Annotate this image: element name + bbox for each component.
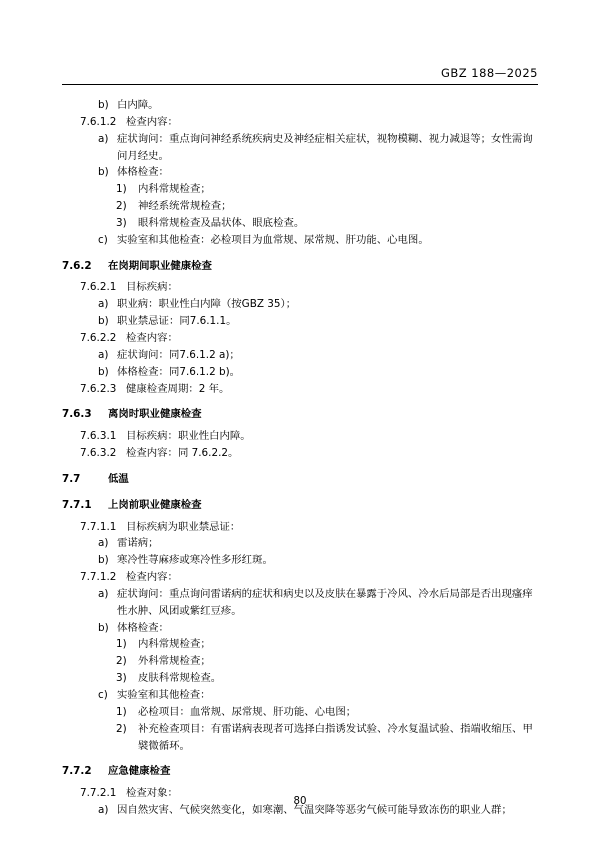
paragraph-marker: b): [98, 99, 109, 111]
document-paragraph: [116, 704, 538, 721]
paragraph-marker: 2): [116, 655, 127, 668]
paragraph-text: 体格检查：同7.6.1.2 b)。: [117, 365, 241, 378]
document-paragraph: [62, 406, 538, 423]
paragraph-text: 目标疾病：: [126, 281, 178, 294]
paragraph-marker: 7.6.2.2: [80, 331, 117, 344]
paragraph-text: 在岗期间职业健康检查: [108, 259, 212, 272]
document-paragraph: [116, 636, 538, 653]
paragraph-text: 皮肤科常规检查。: [138, 672, 222, 685]
document-paragraph: [116, 721, 538, 755]
page-number: 80: [293, 796, 307, 807]
document-paragraph: [98, 620, 538, 637]
paragraph-text: 内科常规检查；: [138, 638, 211, 651]
paragraph-marker: 1): [116, 705, 127, 718]
page-content: [62, 66, 538, 819]
paragraph-text: 寒冷性荨麻疹或寒冷性多形红斑。: [117, 554, 273, 567]
document-paragraph: [80, 519, 538, 536]
paragraph-text: 职业病：职业性白内障（按GBZ 35）；: [117, 298, 297, 311]
document-paragraph: [98, 97, 538, 114]
paragraph-text: 检查内容：: [126, 331, 178, 344]
document-paragraph: [98, 131, 538, 165]
paragraph-marker: 1): [116, 638, 127, 651]
document-paragraph: [98, 586, 538, 620]
paragraph-marker: b): [98, 166, 109, 179]
paragraph-text: 症状询问：重点询问神经系统疾病史及神经症相关症状，视物模糊、视力减退等；女性需询问月经史。: [117, 132, 533, 162]
paragraph-marker: 7.7.1.2: [80, 571, 117, 584]
paragraph-text: 外科常规检查；: [138, 655, 211, 668]
paragraph-text: 实验室和其他检查：必检项目为血常规、尿常规、肝功能、心电图。: [117, 233, 429, 246]
paragraph-marker: 3): [116, 216, 127, 229]
document-paragraph: [80, 279, 538, 296]
document-paragraph: [80, 445, 538, 462]
paragraph-marker: 7.6.2.3: [80, 382, 117, 395]
paragraph-marker: b): [98, 621, 109, 634]
document-paragraph: [80, 381, 538, 398]
document-paragraph: [98, 296, 538, 313]
paragraph-text: 检查对象：: [126, 787, 178, 800]
paragraph-marker: a): [98, 587, 109, 600]
paragraph-text: 检查内容：同 7.6.2.2。: [126, 447, 239, 460]
paragraph-marker: a): [98, 298, 109, 311]
paragraph-marker: a): [98, 537, 109, 550]
document-paragraph: [116, 181, 538, 198]
document-paragraph: [98, 687, 538, 704]
document-paragraph: [116, 670, 538, 687]
document-paragraph: [62, 471, 538, 488]
paragraph-text: 体格检查：: [117, 166, 169, 179]
paragraph-text: 检查内容：: [126, 115, 178, 128]
paragraph-marker: b): [98, 554, 109, 567]
document-paragraph: [80, 330, 538, 347]
paragraph-marker: 2): [116, 200, 127, 213]
paragraph-text: 健康检查周期：2 年。: [126, 382, 230, 395]
document-paragraph: [116, 653, 538, 670]
paragraph-text: 上岗前职业健康检查: [108, 498, 202, 511]
paragraph-text: 应急健康检查: [108, 765, 171, 778]
paragraph-text: 补充检查项目：有雷诺病表现者可选择白指诱发试验、冷水复温试验、指端收缩压、甲襞微循环。: [138, 722, 533, 752]
paragraph-text: 雷诺病；: [117, 537, 159, 550]
page-header: [62, 66, 538, 85]
paragraph-marker: 7.7.2: [62, 765, 92, 778]
document-paragraph: [116, 215, 538, 232]
paragraph-marker: c): [98, 233, 108, 246]
paragraph-text: 症状询问：同7.6.1.2 a)；: [117, 348, 240, 361]
paragraph-marker: 2): [116, 722, 127, 735]
paragraph-marker: a): [98, 132, 109, 145]
document-paragraph: [80, 114, 538, 131]
paragraph-text: 检查内容：: [126, 571, 178, 584]
document-paragraph: [98, 347, 538, 364]
paragraph-marker: a): [98, 348, 109, 361]
document-paragraph: [80, 569, 538, 586]
paragraph-text: 症状询问：重点询问雷诺病的症状和病史以及皮肤在暴露于冷风、冷水后局部是否出现瘙痒性水肿、风团或紫红豆疹。: [117, 587, 533, 617]
paragraph-marker: a): [98, 804, 109, 817]
paragraph-marker: 7.6.3.1: [80, 430, 117, 443]
paragraph-marker: b): [98, 315, 109, 328]
paragraph-marker: 7.7.1: [62, 498, 92, 511]
document-paragraph: [98, 535, 538, 552]
paragraph-marker: 7.7.2.1: [80, 787, 117, 800]
paragraph-text: 目标疾病：职业性白内障。: [126, 430, 251, 443]
paragraph-text: 白内障。: [117, 99, 159, 111]
paragraph-text: 神经系统常规检查；: [138, 200, 232, 213]
paragraph-text: 必检项目：血常规、尿常规、肝功能、心电图；: [138, 705, 357, 718]
document-paragraph: [116, 198, 538, 215]
standard-code: GBZ 188—2025: [440, 66, 538, 80]
paragraph-marker: b): [98, 365, 109, 378]
paragraph-text: 体格检查：: [117, 621, 169, 634]
paragraph-marker: 1): [116, 183, 127, 196]
paragraph-marker: 7.6.3.2: [80, 447, 117, 460]
paragraph-text: 离岗时职业健康检查: [108, 408, 202, 421]
paragraph-text: 目标疾病为职业禁忌证：: [126, 520, 241, 533]
paragraph-marker: 7.6.1.2: [80, 115, 117, 128]
document-paragraph: [98, 232, 538, 249]
paragraph-text: 眼科常规检查及晶状体、眼底检查。: [138, 216, 305, 229]
document-paragraph: [62, 258, 538, 275]
paragraph-marker: 7.7: [62, 472, 81, 485]
document-paragraph: [62, 497, 538, 514]
document-paragraph: [98, 164, 538, 181]
paragraph-marker: c): [98, 689, 108, 701]
paragraph-marker: 7.7.1.1: [80, 520, 117, 533]
document-paragraph: [98, 313, 538, 330]
paragraph-text: 内科常规检查；: [138, 183, 211, 196]
document-paragraph: [62, 763, 538, 780]
paragraph-text: 因自然灾害、气候突然变化，如寒潮、气温突降等恶劣气候可能导致冻伤的职业人群；: [117, 804, 512, 817]
paragraph-marker: 3): [116, 672, 127, 685]
paragraph-marker: 7.6.2.1: [80, 281, 117, 294]
paragraph-text: 职业禁忌证：同7.6.1.1。: [117, 315, 237, 328]
document-paragraph: [98, 552, 538, 569]
page-footer: [0, 796, 600, 807]
paragraph-marker: 7.6.2: [62, 259, 92, 272]
document-paragraph: [98, 364, 538, 381]
document-body: [62, 97, 538, 819]
paragraph-marker: 7.6.3: [62, 408, 92, 421]
paragraph-text: 实验室和其他检查：: [117, 689, 211, 701]
paragraph-text: 低温: [108, 472, 129, 485]
document-paragraph: [80, 428, 538, 445]
